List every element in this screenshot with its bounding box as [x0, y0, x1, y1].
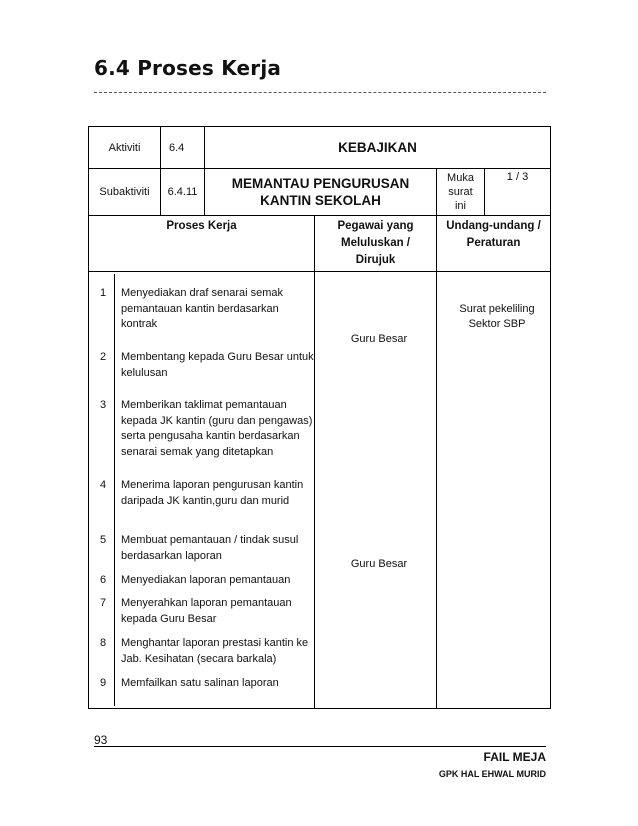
step-number: 3: [100, 399, 107, 411]
regulation-line-1: Surat pekeliling: [459, 303, 535, 315]
officer-approver-2: Guru Besar: [350, 558, 408, 570]
step-text: Membuat pemantauan / tindak susul berdasarkan laporan: [121, 534, 299, 562]
step-number: 8: [100, 637, 107, 649]
officer-column: [318, 274, 433, 706]
footer-divider: [94, 746, 546, 747]
step-text: Memberikan taklimat pemantauan kepada JK kantin (guru dan pengawas) serta pengusaha kantin berdasarkan senarai semak yang ditetapkan: [121, 399, 313, 458]
muka-surat-value: 1 / 3: [485, 169, 551, 216]
page-title: 6.4 Proses Kerja: [94, 56, 282, 80]
col-pegawai-line-2: Meluluskan /: [340, 237, 411, 249]
step-number: 2: [100, 351, 107, 363]
col-undang-undang: [437, 216, 551, 272]
subaktiviti-value: 6.4.11: [161, 169, 205, 216]
aktiviti-value: 6.4: [161, 127, 205, 169]
step-number: 4: [100, 479, 107, 491]
title-divider: [94, 92, 546, 93]
aktiviti-label: Aktiviti: [89, 127, 161, 169]
subject-line-1: MEMANTAU PENGURUSAN: [231, 176, 410, 191]
step-text: Menyerahkan laporan pemantauan kepada Guru Besar: [121, 597, 292, 625]
process-table: [88, 126, 551, 709]
muka-label-2: surat: [448, 186, 473, 198]
subaktiviti-label: Subaktiviti: [89, 169, 161, 216]
col-pegawai-line-1: Pegawai yang: [337, 220, 414, 232]
step-text: Menyediakan draf senarai semak pemantauan kantin berdasarkan kontrak: [121, 287, 284, 330]
process-steps: [92, 274, 314, 706]
number-column-divider: [114, 274, 115, 706]
subject-title: [205, 169, 437, 216]
step-text: Menyediakan laporan pemantauan: [121, 574, 291, 586]
page-number: 93: [94, 733, 108, 747]
regulation-cell: [437, 272, 551, 709]
step-number: 9: [100, 677, 107, 689]
step-number: 7: [100, 597, 107, 609]
footer-gpk: GPK HAL EHWAL MURID: [438, 769, 546, 779]
col-proses-kerja: Proses Kerja: [89, 216, 315, 272]
step-number: 1: [100, 287, 107, 299]
step-number: 6: [100, 574, 107, 586]
step-text: Menerima laporan pengurusan kantin daripada JK kantin,guru dan murid: [121, 479, 304, 507]
col-pegawai-line-3: Dirujuk: [355, 254, 396, 266]
muka-label-1: Muka: [447, 172, 474, 184]
footer-fail-meja: FAIL MEJA: [483, 750, 546, 764]
process-steps-cell: [89, 272, 315, 709]
muka-surat-label: [437, 169, 485, 216]
col-undang-line-2: Peraturan: [466, 237, 521, 249]
subject-line-2: KANTIN SEKOLAH: [260, 193, 381, 208]
regulation-line-2: Sektor SBP: [468, 318, 526, 330]
officer-approver-1: Guru Besar: [350, 333, 408, 345]
col-undang-line-1: Undang-undang /: [446, 220, 541, 232]
muka-label-3: ini: [454, 200, 466, 212]
step-text: Memfailkan satu salinan laporan: [121, 677, 279, 689]
col-pegawai: [315, 216, 437, 272]
officer-cell: [315, 272, 437, 709]
kebajikan-heading: KEBAJIKAN: [205, 127, 551, 169]
step-number: 5: [100, 534, 107, 546]
step-text: Membentang kepada Guru Besar untuk kelulusan: [121, 351, 314, 379]
regulation-column: [440, 274, 547, 706]
regulation-text: [440, 302, 554, 332]
step-text: Menghantar laporan prestasi kantin ke Jab. Kesihatan (secara barkala): [121, 637, 309, 665]
